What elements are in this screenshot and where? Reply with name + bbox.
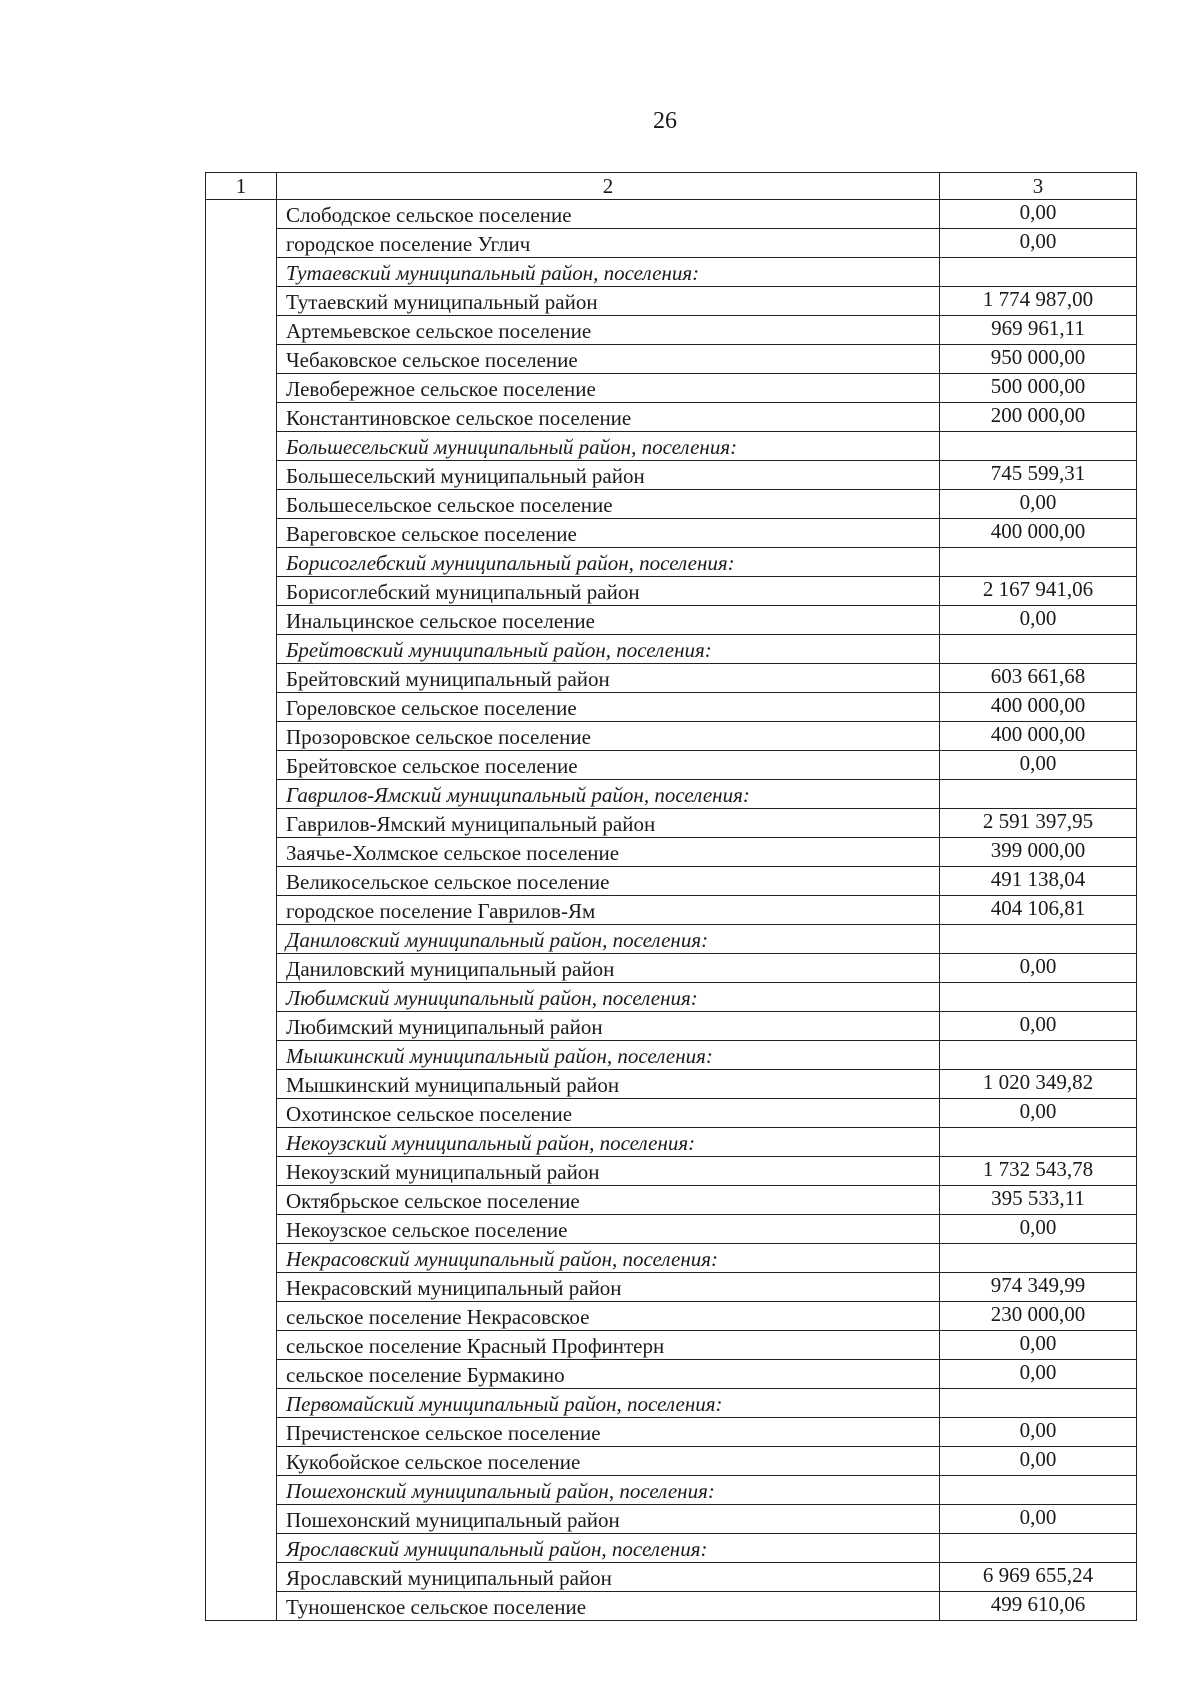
table-row	[206, 1070, 1137, 1099]
amount-cell: 974 349,99	[940, 1273, 1137, 1302]
row-number-cell	[206, 983, 277, 1012]
table-row	[206, 374, 1137, 403]
amount-cell: 0,00	[940, 1012, 1137, 1041]
group-heading-cell: Некоузский муниципальный район, поселения:	[277, 1128, 940, 1157]
table-row	[206, 1273, 1137, 1302]
amount-cell	[940, 925, 1137, 954]
row-number-cell	[206, 577, 277, 606]
row-number-cell	[206, 925, 277, 954]
row-number-cell	[206, 1244, 277, 1273]
amount-cell	[940, 780, 1137, 809]
row-number-cell	[206, 1476, 277, 1505]
row-number-cell	[206, 1360, 277, 1389]
name-cell: Левобережное сельское поселение	[277, 374, 940, 403]
amount-cell: 0,00	[940, 1099, 1137, 1128]
amount-cell: 400 000,00	[940, 519, 1137, 548]
amount-cell: 603 661,68	[940, 664, 1137, 693]
table-row	[206, 1592, 1137, 1621]
table-row	[206, 490, 1137, 519]
amount-cell: 0,00	[940, 229, 1137, 258]
name-cell: Пречистенское сельское поселение	[277, 1418, 940, 1447]
group-heading-cell: Первомайский муниципальный район, поселения:	[277, 1389, 940, 1418]
table-row	[206, 461, 1137, 490]
table-group-row	[206, 635, 1137, 664]
group-heading-cell: Пошехонский муниципальный район, поселения:	[277, 1476, 940, 1505]
row-number-cell	[206, 1389, 277, 1418]
table-row	[206, 1418, 1137, 1447]
table-group-row	[206, 1041, 1137, 1070]
amount-cell: 0,00	[940, 606, 1137, 635]
column-header-2: 2	[277, 173, 940, 200]
amount-cell: 0,00	[940, 751, 1137, 780]
name-cell: Артемьевское сельское поселение	[277, 316, 940, 345]
group-heading-cell: Борисоглебский муниципальный район, поселения:	[277, 548, 940, 577]
name-cell: Некоузский муниципальный район	[277, 1157, 940, 1186]
row-number-cell	[206, 1157, 277, 1186]
table-row	[206, 345, 1137, 374]
amount-cell: 0,00	[940, 1505, 1137, 1534]
table-group-row	[206, 780, 1137, 809]
allocation-table	[205, 172, 1137, 1621]
row-number-cell	[206, 1505, 277, 1534]
amount-cell: 0,00	[940, 200, 1137, 229]
table-group-row	[206, 1534, 1137, 1563]
column-header-3: 3	[940, 173, 1137, 200]
name-cell: сельское поселение Красный Профинтерн	[277, 1331, 940, 1360]
group-heading-cell: Мышкинский муниципальный район, поселения:	[277, 1041, 940, 1070]
row-number-cell	[206, 1128, 277, 1157]
row-number-cell	[206, 1592, 277, 1621]
row-number-cell	[206, 867, 277, 896]
row-number-cell	[206, 722, 277, 751]
row-number-cell	[206, 548, 277, 577]
row-number-cell	[206, 200, 277, 229]
table-row	[206, 867, 1137, 896]
amount-cell: 0,00	[940, 1447, 1137, 1476]
name-cell: Большесельский муниципальный район	[277, 461, 940, 490]
amount-cell	[940, 1476, 1137, 1505]
row-number-cell	[206, 809, 277, 838]
name-cell: Чебаковское сельское поселение	[277, 345, 940, 374]
table-row	[206, 1012, 1137, 1041]
row-number-cell	[206, 1215, 277, 1244]
name-cell: Слободское сельское поселение	[277, 200, 940, 229]
amount-cell: 0,00	[940, 1360, 1137, 1389]
amount-cell: 1 020 349,82	[940, 1070, 1137, 1099]
amount-cell: 395 533,11	[940, 1186, 1137, 1215]
table-group-row	[206, 432, 1137, 461]
name-cell: Даниловский муниципальный район	[277, 954, 940, 983]
name-cell: Туношенское сельское поселение	[277, 1592, 940, 1621]
row-number-cell	[206, 258, 277, 287]
name-cell: Ярославский муниципальный район	[277, 1563, 940, 1592]
table-body	[206, 173, 1137, 1621]
group-heading-cell: Любимский муниципальный район, поселения:	[277, 983, 940, 1012]
row-number-cell	[206, 1099, 277, 1128]
amount-cell: 745 599,31	[940, 461, 1137, 490]
row-number-cell	[206, 1418, 277, 1447]
name-cell: городское поселение Углич	[277, 229, 940, 258]
amount-cell	[940, 1244, 1137, 1273]
table-row	[206, 1099, 1137, 1128]
amount-cell: 491 138,04	[940, 867, 1137, 896]
name-cell: сельское поселение Некрасовское	[277, 1302, 940, 1331]
amount-cell	[940, 1389, 1137, 1418]
row-number-cell	[206, 780, 277, 809]
table-row	[206, 722, 1137, 751]
name-cell: Кукобойское сельское поселение	[277, 1447, 940, 1476]
table-row	[206, 1331, 1137, 1360]
row-number-cell	[206, 345, 277, 374]
row-number-cell	[206, 838, 277, 867]
name-cell: Некрасовский муниципальный район	[277, 1273, 940, 1302]
page-number: 26	[653, 108, 677, 134]
row-number-cell	[206, 1302, 277, 1331]
table-row	[206, 1186, 1137, 1215]
row-number-cell	[206, 490, 277, 519]
row-number-cell	[206, 664, 277, 693]
name-cell: Прозоровское сельское поселение	[277, 722, 940, 751]
table-group-row	[206, 548, 1137, 577]
name-cell: Октябрьское сельское поселение	[277, 1186, 940, 1215]
name-cell: Любимский муниципальный район	[277, 1012, 940, 1041]
table-row	[206, 403, 1137, 432]
row-number-cell	[206, 606, 277, 635]
row-number-cell	[206, 1447, 277, 1476]
amount-cell: 6 969 655,24	[940, 1563, 1137, 1592]
name-cell: Инальцинское сельское поселение	[277, 606, 940, 635]
group-heading-cell: Тутаевский муниципальный район, поселения:	[277, 258, 940, 287]
name-cell: Мышкинский муниципальный район	[277, 1070, 940, 1099]
row-number-cell	[206, 403, 277, 432]
amount-cell: 400 000,00	[940, 693, 1137, 722]
table-row	[206, 1157, 1137, 1186]
table-group-row	[206, 925, 1137, 954]
table-row	[206, 316, 1137, 345]
name-cell: Заячье-Холмское сельское поселение	[277, 838, 940, 867]
amount-cell: 499 610,06	[940, 1592, 1137, 1621]
table-row	[206, 287, 1137, 316]
table-row	[206, 519, 1137, 548]
row-number-cell	[206, 287, 277, 316]
table-row	[206, 1302, 1137, 1331]
row-number-cell	[206, 1563, 277, 1592]
table-row	[206, 809, 1137, 838]
amount-cell	[940, 1534, 1137, 1563]
row-number-cell	[206, 316, 277, 345]
table-row	[206, 577, 1137, 606]
table-row	[206, 896, 1137, 925]
name-cell: Пошехонский муниципальный район	[277, 1505, 940, 1534]
table-row	[206, 838, 1137, 867]
table-group-row	[206, 983, 1137, 1012]
table-group-row	[206, 1389, 1137, 1418]
table-group-row	[206, 1476, 1137, 1505]
amount-cell	[940, 983, 1137, 1012]
name-cell: Константиновское сельское поселение	[277, 403, 940, 432]
amount-cell: 0,00	[940, 954, 1137, 983]
name-cell: Гаврилов-Ямский муниципальный район	[277, 809, 940, 838]
row-number-cell	[206, 751, 277, 780]
amount-cell: 200 000,00	[940, 403, 1137, 432]
group-heading-cell: Брейтовский муниципальный район, поселения:	[277, 635, 940, 664]
column-header-1: 1	[206, 173, 277, 200]
table-row	[206, 693, 1137, 722]
table-row	[206, 606, 1137, 635]
name-cell: Борисоглебский муниципальный район	[277, 577, 940, 606]
group-heading-cell: Даниловский муниципальный район, поселения:	[277, 925, 940, 954]
group-heading-cell: Ярославский муниципальный район, поселения:	[277, 1534, 940, 1563]
amount-cell: 404 106,81	[940, 896, 1137, 925]
table-group-row	[206, 1128, 1137, 1157]
name-cell: Брейтовский муниципальный район	[277, 664, 940, 693]
name-cell: Великосельское сельское поселение	[277, 867, 940, 896]
amount-cell: 1 732 543,78	[940, 1157, 1137, 1186]
amount-cell	[940, 548, 1137, 577]
table-row	[206, 1215, 1137, 1244]
amount-cell: 0,00	[940, 1215, 1137, 1244]
row-number-cell	[206, 693, 277, 722]
table-row	[206, 664, 1137, 693]
table-row	[206, 954, 1137, 983]
amount-cell: 0,00	[940, 490, 1137, 519]
row-number-cell	[206, 954, 277, 983]
name-cell: Охотинское сельское поселение	[277, 1099, 940, 1128]
amount-cell: 2 167 941,06	[940, 577, 1137, 606]
table-row	[206, 751, 1137, 780]
table-row	[206, 229, 1137, 258]
name-cell: Вареговское сельское поселение	[277, 519, 940, 548]
row-number-cell	[206, 229, 277, 258]
amount-cell: 399 000,00	[940, 838, 1137, 867]
row-number-cell	[206, 635, 277, 664]
row-number-cell	[206, 1012, 277, 1041]
table-group-row	[206, 1244, 1137, 1273]
amount-cell: 1 774 987,00	[940, 287, 1137, 316]
row-number-cell	[206, 1041, 277, 1070]
amount-cell: 400 000,00	[940, 722, 1137, 751]
name-cell: Большесельское сельское поселение	[277, 490, 940, 519]
table-row	[206, 1505, 1137, 1534]
row-number-cell	[206, 432, 277, 461]
amount-cell: 0,00	[940, 1418, 1137, 1447]
table-row	[206, 1360, 1137, 1389]
table-row	[206, 1447, 1137, 1476]
group-heading-cell: Некрасовский муниципальный район, поселения:	[277, 1244, 940, 1273]
row-number-cell	[206, 1534, 277, 1563]
group-heading-cell: Гаврилов-Ямский муниципальный район, поселения:	[277, 780, 940, 809]
table-header-row	[206, 173, 1137, 200]
amount-cell	[940, 258, 1137, 287]
row-number-cell	[206, 1273, 277, 1302]
row-number-cell	[206, 1331, 277, 1360]
name-cell: сельское поселение Бурмакино	[277, 1360, 940, 1389]
amount-cell: 950 000,00	[940, 345, 1137, 374]
name-cell: Тутаевский муниципальный район	[277, 287, 940, 316]
name-cell: городское поселение Гаврилов-Ям	[277, 896, 940, 925]
amount-cell: 500 000,00	[940, 374, 1137, 403]
amount-cell: 969 961,11	[940, 316, 1137, 345]
row-number-cell	[206, 374, 277, 403]
amount-cell	[940, 1041, 1137, 1070]
row-number-cell	[206, 1186, 277, 1215]
name-cell: Брейтовское сельское поселение	[277, 751, 940, 780]
table-row	[206, 1563, 1137, 1592]
amount-cell: 2 591 397,95	[940, 809, 1137, 838]
row-number-cell	[206, 461, 277, 490]
row-number-cell	[206, 896, 277, 925]
row-number-cell	[206, 519, 277, 548]
amount-cell	[940, 432, 1137, 461]
name-cell: Гореловское сельское поселение	[277, 693, 940, 722]
amount-cell: 0,00	[940, 1331, 1137, 1360]
table-row	[206, 200, 1137, 229]
amount-cell	[940, 1128, 1137, 1157]
amount-cell: 230 000,00	[940, 1302, 1137, 1331]
group-heading-cell: Большесельский муниципальный район, поселения:	[277, 432, 940, 461]
row-number-cell	[206, 1070, 277, 1099]
amount-cell	[940, 635, 1137, 664]
table-group-row	[206, 258, 1137, 287]
name-cell: Некоузское сельское поселение	[277, 1215, 940, 1244]
